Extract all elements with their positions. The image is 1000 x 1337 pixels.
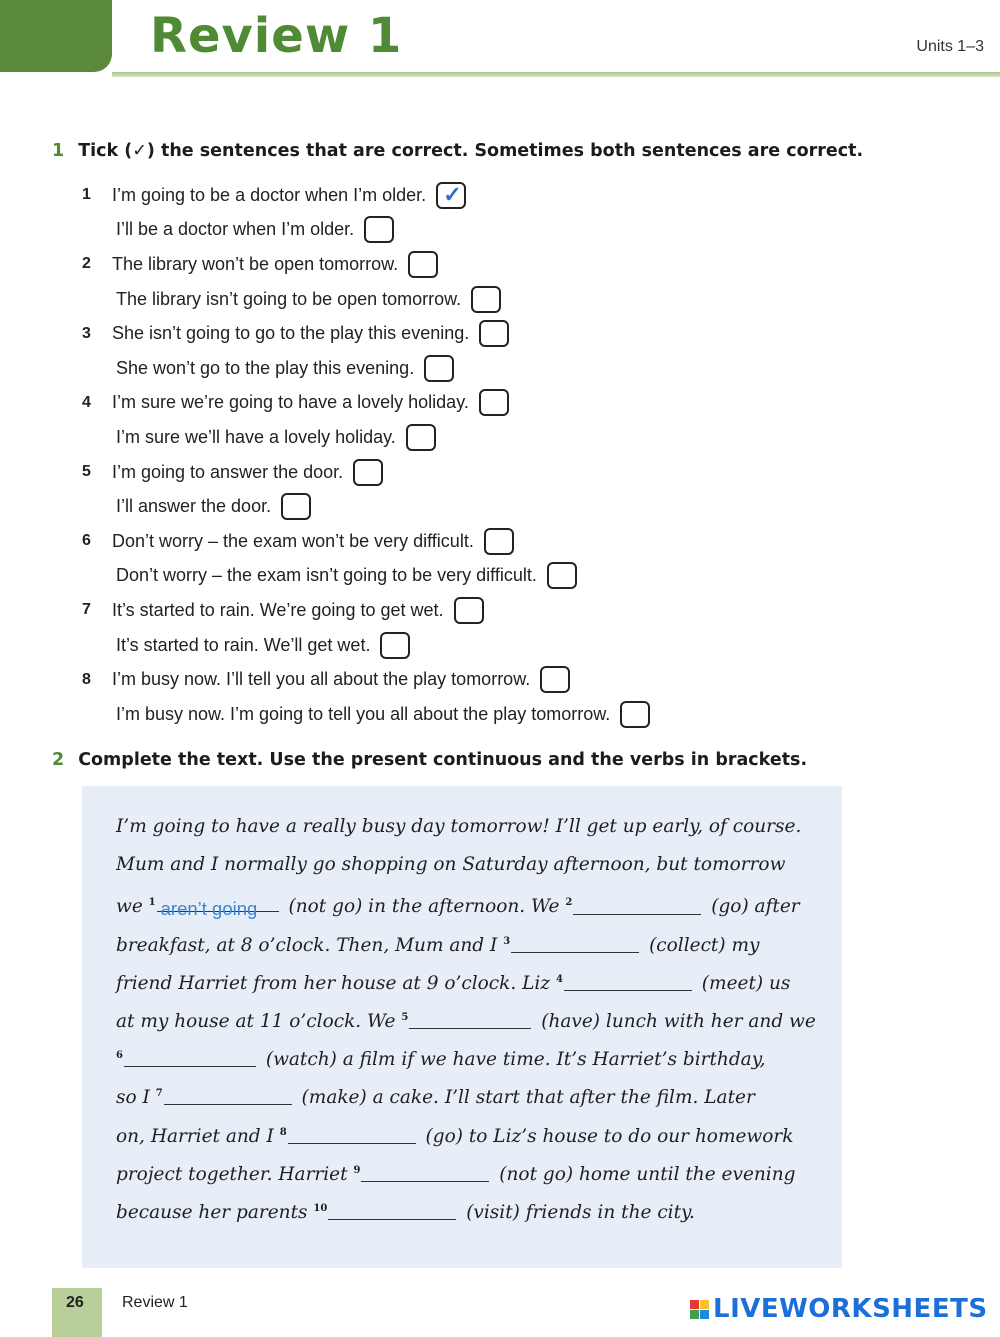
passage-line	[116, 1152, 816, 1190]
sentence-text: She isn’t going to go to the play this evening.	[112, 323, 470, 344]
passage-line	[116, 999, 816, 1037]
sentence-text: The library isn’t going to be open tomorrow.	[116, 288, 462, 309]
tick-checkbox[interactable]	[408, 251, 438, 278]
sentence-line	[82, 386, 782, 421]
passage-text: (meet) us	[695, 972, 791, 994]
sentence-line	[82, 213, 782, 248]
passage-line	[116, 923, 816, 961]
answer-blank-10[interactable]	[328, 1198, 456, 1220]
item-number: 1	[82, 186, 91, 204]
answer-blank-1[interactable]	[157, 890, 279, 919]
passage-text: we	[116, 896, 149, 918]
sentence-text: I’m going to be a doctor when I’m older.	[112, 184, 427, 205]
passage-text: I’m going to have a really busy day tomorrow! I’ll get up early, of course.	[116, 816, 802, 837]
passage-line	[116, 808, 816, 846]
tick-checkbox[interactable]	[436, 182, 466, 209]
sentence-text: I’m going to answer the door.	[112, 461, 344, 482]
answer-blank-5[interactable]	[409, 1007, 531, 1029]
exercise-1-item	[82, 247, 782, 316]
tick-checkbox[interactable]	[479, 389, 509, 416]
item-number: 7	[82, 601, 91, 619]
tick-checkbox[interactable]	[406, 424, 436, 451]
gap-number: 4	[555, 973, 563, 985]
exercise-1-item	[82, 455, 782, 524]
tick-checkbox[interactable]	[364, 216, 394, 243]
liveworksheets-logo-icon	[690, 1300, 709, 1319]
exercise-2-instruction: Complete the text. Use the present continuous and the verbs in brackets.	[78, 750, 808, 770]
liveworksheets-logo	[690, 1294, 988, 1324]
tick-checkbox[interactable]	[353, 459, 383, 486]
logo-square	[700, 1310, 709, 1319]
answer-blank-9[interactable]	[361, 1160, 489, 1182]
sentence-line	[82, 178, 782, 213]
gap-number: 8	[279, 1126, 287, 1138]
sentence-text: She won’t go to the play this evening.	[116, 357, 415, 378]
item-number: 3	[82, 324, 91, 342]
sentence-line	[82, 489, 782, 524]
page-title: Review 1	[150, 8, 403, 64]
tick-checkbox[interactable]	[540, 666, 570, 693]
sentence-line	[82, 593, 782, 628]
item-number: 4	[82, 393, 91, 411]
passage-line	[116, 884, 816, 922]
sentence-line	[82, 628, 782, 663]
exercise-1-item	[82, 593, 782, 662]
answer-blank-2[interactable]	[573, 893, 701, 915]
passage-text: (collect) my	[643, 934, 760, 956]
passage-text: (go) after	[705, 896, 800, 918]
passage-text: (visit) friends in the city.	[460, 1202, 695, 1224]
sentence-text: Don’t worry – the exam won’t be very difficult.	[112, 530, 474, 551]
gap-number: 7	[155, 1088, 163, 1100]
tick-checkbox[interactable]	[281, 493, 311, 520]
passage-line	[116, 961, 816, 999]
gap-number: 2	[565, 897, 573, 909]
answer-blank-4[interactable]	[564, 969, 692, 991]
passage-line	[116, 1075, 816, 1113]
sentence-line	[82, 282, 782, 317]
passage-line	[116, 846, 816, 884]
tick-checkbox[interactable]	[479, 320, 509, 347]
tick-checkbox[interactable]	[454, 597, 484, 624]
sentence-line	[82, 247, 782, 282]
sentence-line	[82, 351, 782, 386]
sentence-text: It’s started to rain. We’re going to get wet.	[112, 599, 444, 620]
tick-checkbox[interactable]	[471, 286, 501, 313]
passage-text: (have) lunch with her and we	[535, 1011, 816, 1033]
exercise-1-instruction: Tick (✓) the sentences that are correct. Sometimes both sentences are correct.	[78, 141, 864, 161]
passage-text: Mum and I normally go shopping on Saturday afternoon, but tomorrow	[116, 854, 786, 876]
exercise-2-heading	[52, 750, 807, 770]
exercise-2-passage	[82, 786, 842, 1268]
tick-checkbox[interactable]	[424, 355, 454, 382]
exercise-1-number: 1	[52, 141, 65, 161]
sentence-line	[82, 662, 782, 697]
answer-blank-8[interactable]	[288, 1122, 416, 1144]
gap-number: 1	[148, 897, 156, 909]
passage-text: (go) to Liz’s house to do our homework	[419, 1125, 794, 1147]
passage-text: (not go) home until the evening	[493, 1163, 796, 1185]
exercise-1-item	[82, 524, 782, 593]
passage-text: friend Harriet from her house at 9 o’clock. Liz	[116, 972, 556, 994]
gap-number: 6	[116, 1050, 123, 1062]
sentence-text: I’ll answer the door.	[116, 496, 272, 517]
passage-text: (watch) a film if we have time. It’s Harriet’s birthday,	[259, 1049, 766, 1071]
item-number: 5	[82, 463, 91, 481]
tick-checkbox[interactable]	[380, 632, 410, 659]
sentence-text: I’m sure we’re going to have a lovely holiday.	[112, 392, 469, 413]
item-number: 2	[82, 255, 91, 273]
tick-checkbox[interactable]	[484, 528, 514, 555]
passage-text: because her parents	[116, 1202, 314, 1224]
sentence-text: The library won’t be open tomorrow.	[112, 253, 399, 274]
passage-text: so I	[116, 1087, 156, 1109]
item-number: 6	[82, 532, 91, 550]
passage-text: on, Harriet and I	[116, 1125, 280, 1147]
logo-square	[700, 1300, 709, 1309]
sentence-text: I’m busy now. I’m going to tell you all about the play tomorrow.	[116, 703, 611, 724]
gap-number: 9	[353, 1164, 361, 1176]
gap-number: 3	[503, 935, 511, 947]
header-divider	[112, 72, 1000, 77]
passage-text: (make) a cake. I’ll start that after the film. Later	[295, 1087, 755, 1109]
passage-line	[116, 1190, 816, 1228]
passage-text: breakfast, at 8 o’clock. Then, Mum and I	[116, 934, 504, 956]
exercise-1-item	[82, 178, 782, 247]
gap-number: 10	[313, 1202, 328, 1214]
answer-blank-6[interactable]	[124, 1045, 256, 1067]
page-number: 26	[66, 1294, 84, 1311]
passage-text: project together. Harriet	[116, 1163, 354, 1185]
sentence-line	[82, 420, 782, 455]
passage-line	[116, 1114, 816, 1152]
sentence-text: I’m busy now. I’ll tell you all about the play tomorrow.	[112, 669, 531, 690]
header-green-tab	[0, 0, 112, 72]
sentence-text: It’s started to rain. We’ll get wet.	[116, 634, 371, 655]
exercise-1-heading	[52, 141, 863, 161]
logo-square	[690, 1300, 699, 1309]
sentence-line	[82, 316, 782, 351]
passage-text: (not go) in the afternoon. We	[282, 896, 566, 918]
footer-label: Review 1	[122, 1294, 188, 1311]
sentence-text: I’ll be a doctor when I’m older.	[116, 219, 355, 240]
tick-checkbox[interactable]	[547, 562, 577, 589]
passage-text: at my house at 11 o’clock. We	[116, 1011, 402, 1033]
sentence-text: Don’t worry – the exam isn’t going to be very difficult.	[116, 565, 537, 586]
sentence-line	[82, 697, 782, 732]
logo-square	[690, 1310, 699, 1319]
sentence-line	[82, 559, 782, 594]
tick-checkbox[interactable]	[620, 701, 650, 728]
exercise-2-number: 2	[52, 750, 65, 770]
passage-line	[116, 1037, 816, 1075]
answer-blank-7[interactable]	[164, 1083, 292, 1105]
answer-blank-3[interactable]	[511, 931, 639, 953]
exercise-1-list	[82, 178, 782, 732]
sentence-line	[82, 455, 782, 490]
exercise-1-item	[82, 316, 782, 385]
brand-name: LIVEWORKSHEETS	[713, 1294, 988, 1324]
exercise-1-item	[82, 662, 782, 731]
gap-number: 5	[401, 1011, 409, 1023]
sentence-line	[82, 524, 782, 559]
units-label: Units 1–3	[916, 38, 984, 55]
item-number: 8	[82, 670, 91, 688]
sentence-text: I’m sure we’ll have a lovely holiday.	[116, 426, 396, 447]
exercise-1-item	[82, 386, 782, 455]
answer-text-1: aren’t going	[160, 897, 258, 919]
